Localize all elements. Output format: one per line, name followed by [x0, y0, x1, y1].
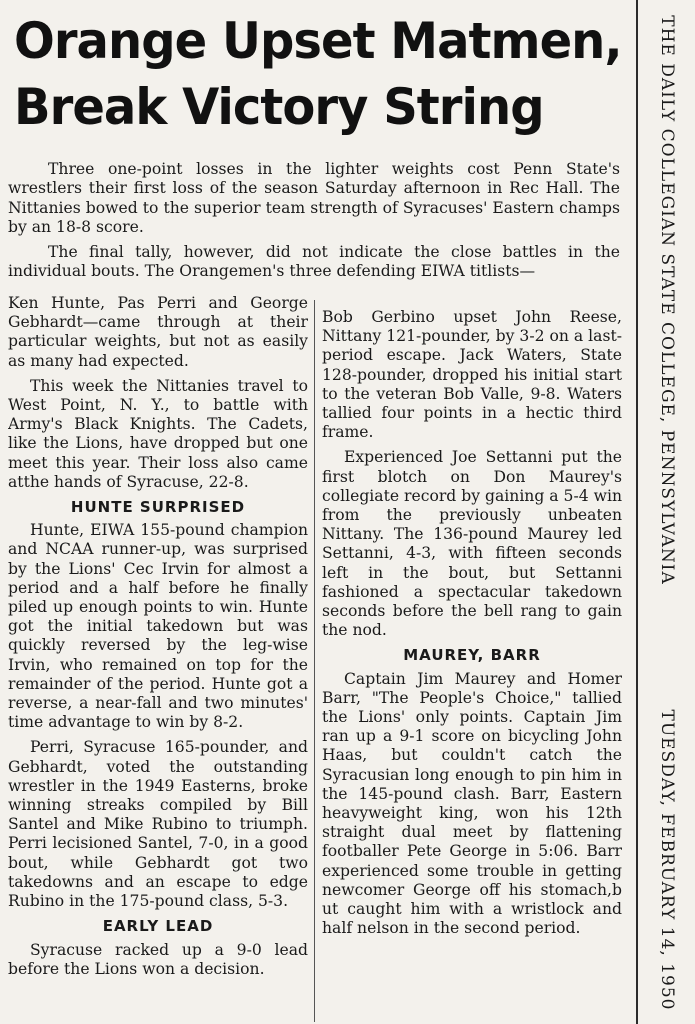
col1-paragraph-5: Syracuse racked up a 9-0 lead before the Lions won a decision.: [8, 940, 308, 978]
col1-paragraph-3: Hunte, EIWA 155-pound champion and NCAA runner-up, was surprised by the Lions' Cec Irvin for almost a period and a half before he finally piled up enough points to win. Hunte got the initial takedown but was quickly reversed by the leg-wise Irvin, who remained on top for the remainder of the period. Hunte got a reverse, a near-fall and two minutes' time advantage to win by 8-2.: [8, 521, 308, 732]
col2-paragraph-1: Bob Gerbino upset John Reese, Nittany 121-pounder, by 3-2 on a last-period escape. Jack Waters, State 128-pounder, dropped his initial start to the veteran Bob Valle, 9-8. Waters tallied four points in a hectic third frame.: [322, 308, 622, 442]
lead-paragraphs: [8, 160, 620, 288]
lead-paragraph-2: The final tally, however, did not indicate the close battles in the individual bouts. The Orangemen's three defending EIWA titlists—: [8, 243, 620, 281]
subhead-hunte-surprised: HUNTE SURPRISED: [70, 498, 246, 517]
headline: [14, 8, 622, 140]
column-rule: [314, 300, 315, 1022]
headline-line-1: Orange Upset Matmen,: [14, 12, 622, 70]
col2-paragraph-3: Captain Jim Maurey and Homer Barr, "The People's Choice," tallied the Lions' only points. Captain Jim ran up a 9-1 score on bicycling John Haas, but couldn't catch the Syracusian long enough to pin him in the 145-pound clash. Barr, Eastern heavyweight king, won his 12th straight dual meet by flattening footballer Pete George in 5:06. Barr experienced some trouble in getting newcomer George off his stomach,b ut caught him with a wristlock and half nelson in the second period.: [322, 669, 622, 938]
col1-paragraph-4: Perri, Syracuse 165-pounder, and Gebhardt, voted the outstanding wrestler in the 1949 Easterns, broke winning streaks compiled by Bill Santel and Mike Rubino to triumph. Perri lecisioned Santel, 7-0, in a good bout, while Gebhardt got two takedowns and an escape to edge Rubino in the 175-pound class, 5-3.: [8, 738, 308, 911]
col1-paragraph-1: Ken Hunte, Pas Perri and George Gebhardt—came through at their particular weights, but not as easily as many had expected.: [8, 294, 308, 370]
col1-paragraph-2: This week the Nittanies travel to West Point, N. Y., to battle with Army's Black Knights. The Cadets, like the Lions, have dropped but one meet this year. Their loss also came atthe hands of Syracuse, 22-8.: [8, 376, 308, 491]
masthead-vertical: THE DAILY COLLEGIAN STATE COLLEGE, PENNSYLVANIA: [657, 15, 677, 585]
dateline-vertical: TUESDAY, FEBRUARY 14, 1950: [657, 709, 677, 1011]
subhead-early-lead: EARLY LEAD: [102, 917, 214, 936]
subhead-maurey-barr: MAUREY, BARR: [403, 646, 541, 665]
lead-paragraph-1: Three one-point losses in the lighter weights cost Penn State's wrestlers their first loss of the season Saturday afternoon in Rec Hall. The Nittanies bowed to the superior team strength of Syracuses' Eastern champs by an 18-8 score.: [8, 160, 620, 236]
col2-paragraph-2: Experienced Joe Settanni put the first blotch on Don Maurey's collegiate record by gaining a 5-4 win from the previously unbeaten Nittany. The 136-pound Maurey led Settanni, 4-3, with fifteen seconds left in the bout, but Settanni fashioned a spectacular takedown seconds before the bell rang to gain the nod.: [322, 448, 622, 640]
page-margin-info: [642, 0, 692, 1024]
column-right: [322, 308, 622, 1024]
column-left: [8, 294, 308, 1022]
headline-line-2: Break Victory String: [14, 78, 544, 136]
